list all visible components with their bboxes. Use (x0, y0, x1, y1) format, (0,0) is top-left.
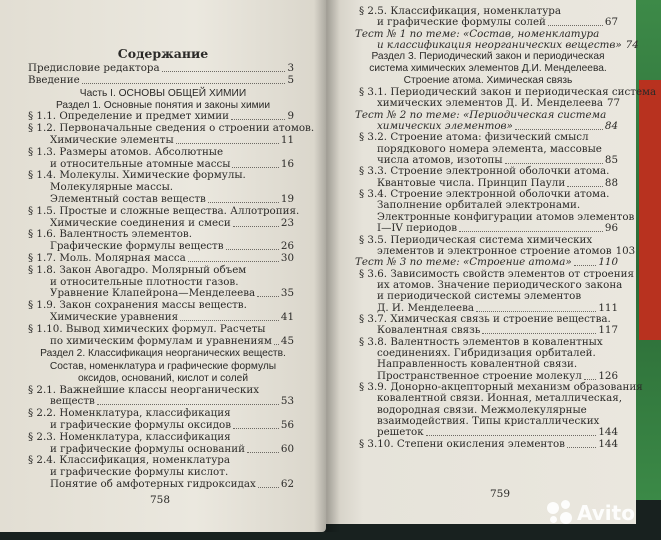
toc-entry-title: Элементный состав веществ (50, 193, 206, 205)
dot-leader (257, 296, 279, 297)
toc-heading: Раздел 3. Периодический закон и периодическая (371, 51, 605, 63)
toc-heading: оксидов, оснований, кислот и солей (77, 373, 249, 385)
toc-entry (377, 155, 618, 166)
toc-line: и графические формулы кислот. (50, 466, 229, 479)
toc-line: соединениях. Гибридизация орбиталей. (377, 347, 596, 359)
toc-line: § 2.4. Классификация, номенклатура (28, 454, 231, 467)
toc-page-number: 19 (280, 193, 294, 205)
dot-leader (476, 311, 596, 312)
dot-leader (233, 428, 279, 429)
toc-entry (28, 111, 294, 122)
toc-line: § 3.6. Зависимость свойств элементов от строения (359, 267, 634, 280)
dot-leader (208, 202, 279, 203)
toc-entry (377, 427, 618, 438)
toc-page-number: 16 (280, 157, 294, 170)
toc-entry-title: § 1.1. Определение и предмет химии (28, 110, 229, 123)
toc-entry (28, 63, 294, 74)
toc-entry-title: Пространственное строение молекул (377, 369, 582, 382)
toc-heading: Раздел 2. Классификация неорганических веществ. (40, 348, 286, 360)
toc-page-number: 3 (287, 62, 294, 74)
toc-entry (377, 325, 618, 336)
toc-entry-title: элементов и электронное строение атомов (377, 244, 612, 257)
toc-entry-title: § 1.7. Моль. Молярная масса (28, 252, 186, 264)
toc-line: § 1.4. Молекулы. Химические формулы. (28, 169, 246, 182)
toc-page-number: 84 (604, 120, 618, 132)
background-red (639, 80, 661, 340)
toc-line: и относительные плотности газов. (50, 275, 239, 288)
toc-entry (50, 159, 294, 170)
toc-line: Тест № 1 по теме: «Состав, номенклатура (355, 27, 600, 40)
toc-entry (377, 121, 618, 132)
toc-page-number: 111 (598, 301, 618, 314)
toc-entry-title: химических элементов Д. И. Менделеева (377, 97, 603, 110)
toc-line: Молекулярные массы. (50, 181, 174, 194)
avito-text: Avito (577, 501, 635, 525)
toc-line: § 2.1. Важнейшие классы неорганических (28, 383, 260, 396)
dot-leader (548, 25, 603, 26)
right-page (326, 0, 657, 524)
toc-entry (50, 420, 294, 431)
toc-page-number: 144 (598, 426, 618, 439)
toc-page-number: 41 (280, 311, 294, 323)
dot-leader (567, 186, 603, 187)
toc-entry-title: решеток (377, 426, 424, 439)
toc-entry (50, 194, 294, 205)
toc-page-number: 144 (598, 437, 618, 450)
toc-page-number: 74 (625, 39, 639, 52)
dot-leader (567, 447, 596, 448)
toc-page-number: 88 (604, 176, 618, 189)
toc-page-number: 60 (280, 442, 294, 455)
dot-leader (231, 119, 285, 120)
toc-entry (359, 439, 618, 450)
toc-page-number: 110 (598, 256, 618, 269)
book-gutter (314, 0, 340, 532)
toc-line: § 3.3. Строение электронной оболочки атома. (359, 165, 610, 178)
dot-leader (274, 344, 279, 345)
toc-line: § 2.3. Номенклатура, классификация (28, 430, 231, 443)
toc-entry (50, 312, 294, 323)
toc-line: § 3.4. Строение электронной оболочки атома. (359, 188, 610, 201)
toc-page-number: 85 (604, 154, 618, 167)
toc-page-number: 77 (606, 97, 621, 110)
toc-page-number: 30 (280, 252, 294, 264)
toc-entry-title: и классификация неорганических веществ» (377, 39, 622, 52)
toc-entry-title: Уравнение Клапейрона—Менделеева (50, 287, 256, 300)
toc-line: § 3.2. Строение атома: физический смысл (359, 131, 589, 144)
toc-entry-title: Тест № 3 по теме: «Строение атома» (355, 256, 572, 269)
toc-page-number: 23 (280, 216, 294, 229)
toc-entry-title: § 3.10. Степени окисления элементов (359, 437, 565, 450)
avito-logo-icon (547, 500, 573, 526)
dot-leader (482, 333, 596, 334)
toc-page-number: 96 (604, 222, 618, 235)
toc-line: § 1.6. Валентность элементов. (28, 228, 192, 241)
toc-entry-title: и относительные атомные массы (50, 157, 231, 170)
toc-entry (50, 241, 294, 252)
toc-line: Электронные конфигурации атомов элементов (377, 210, 635, 223)
toc-line: § 3.5. Периодическая система химических (359, 233, 593, 246)
dot-leader (232, 167, 278, 168)
dot-leader (505, 163, 603, 164)
toc-line: Тест № 2 по теме: «Периодическая система (355, 108, 607, 121)
dot-leader (82, 83, 286, 84)
toc-page-number: 126 (598, 369, 618, 382)
left-page-number: 758 (150, 494, 171, 506)
toc-line: § 2.5. Классификация, номенклатура (359, 5, 562, 17)
toc-entry-title: Введение (28, 73, 80, 86)
toc-page-number: 62 (280, 478, 294, 490)
toc-entry (50, 396, 294, 407)
toc-page-number: 45 (280, 334, 294, 347)
avito-watermark (547, 500, 635, 526)
right-page-number: 759 (490, 488, 511, 500)
toc-line: водородная связи. Межмолекулярные (377, 403, 587, 416)
toc-entry (28, 253, 294, 264)
toc-entry-title: Химические уравнения (50, 311, 179, 323)
toc-entry (50, 218, 294, 229)
toc-entry (377, 97, 621, 110)
dot-leader (515, 129, 603, 130)
toc-line: § 1.2. Первоначальные сведения о строении атомов. (28, 122, 315, 135)
dot-leader (233, 226, 279, 227)
dot-leader (574, 265, 597, 266)
toc-heading: Часть I. ОСНОВЫ ОБЩЕЙ ХИМИИ (79, 87, 247, 99)
dot-leader (426, 435, 597, 436)
toc-line: § 1.9. Закон сохранения массы веществ. (28, 299, 247, 312)
dot-leader (162, 71, 286, 72)
toc-entry (377, 39, 639, 52)
toc-line: Направленность ковалентной связи. (377, 358, 578, 371)
toc-entry (50, 288, 294, 299)
toc-line: ковалентной связи. Ионная, металлическая, (377, 392, 623, 405)
dot-leader (180, 320, 279, 321)
toc-entry-title: Квантовые числа. Принцип Паули (377, 176, 566, 189)
toc-line: взаимодействия. Типы кристаллических (377, 415, 600, 428)
toc-heading: система химических элементов Д.И. Менделеева. (369, 63, 607, 75)
toc-line: § 1.8. Закон Авогадро. Молярный объем (28, 263, 247, 276)
dot-leader (97, 404, 279, 405)
toc-entry-title: и графические формулы оснований (50, 442, 245, 455)
toc-line: порядкового номера элемента, массовые (377, 142, 602, 155)
toc-page-number: 35 (280, 287, 294, 300)
toc-entry-title: Химические элементы (50, 134, 174, 146)
toc-entry (377, 244, 636, 257)
toc-entry-title: Понятие об амфотерных гидроксидах (50, 478, 256, 490)
toc-entry-title: химических элементов» (377, 120, 513, 132)
toc-line: § 1.10. Вывод химических формул. Расчеты (28, 322, 266, 335)
dot-leader (247, 452, 279, 453)
toc-entry-title: и графические формулы солей (377, 16, 546, 29)
toc-entry-title: числа атомов, изотопы (377, 154, 503, 167)
toc-line: § 1.3. Размеры атомов. Абсолютные (28, 145, 224, 158)
toc-entry (377, 17, 618, 28)
toc-line: § 3.9. Донорно-акцепторный механизм образования (359, 381, 643, 394)
toc-entry (50, 135, 294, 146)
dot-leader (226, 249, 279, 250)
toc-entry (377, 223, 618, 234)
toc-page-number: 9 (287, 110, 294, 123)
toc-entry-title: Д. И. Менделеева (377, 301, 475, 314)
toc-page-number: 11 (280, 134, 294, 146)
toc-line: и периодической системы элементов (377, 290, 582, 303)
toc-heading: Раздел 1. Основные понятия и законы химии (55, 100, 271, 111)
toc-entry (377, 371, 618, 382)
toc-line: § 3.8. Валентность элементов в ковалентных (359, 335, 603, 348)
toc-entry-title: веществ (50, 395, 95, 408)
toc-entry (28, 75, 294, 86)
toc-page-number: 26 (280, 240, 294, 253)
toc-page-number: 5 (287, 73, 294, 86)
toc-page-number: 53 (280, 395, 294, 408)
toc-entry-title: по химическим формулам и уравнениям (50, 334, 272, 347)
toc-entry (50, 336, 294, 347)
toc-heading: Состав, номенклатура и графические формулы (49, 360, 277, 372)
dot-leader (258, 487, 279, 488)
toc-entry-title: Предисловие редактора (28, 62, 160, 74)
toc-entry-title: и графические формулы оксидов (50, 419, 232, 431)
toc-entry-title: Химические соединения и смеси (50, 216, 231, 229)
toc-page-number: 117 (598, 324, 618, 337)
toc-line: § 1.5. Простые и сложные вещества. Аллотропия. (28, 204, 300, 217)
toc-entry (50, 444, 294, 455)
toc-page-number: 56 (280, 419, 294, 431)
toc-line: их атомов. Значение периодического закона (377, 278, 623, 291)
toc-entry-title: Графические формулы веществ (50, 240, 224, 253)
toc-line: Заполнение орбиталей электронами. (377, 199, 581, 212)
toc-entry (50, 479, 294, 490)
dot-leader (459, 231, 603, 232)
contents-title: Содержание (117, 46, 209, 61)
dot-leader (584, 379, 597, 380)
left-page (0, 0, 326, 532)
toc-entry (355, 257, 618, 268)
dot-leader (176, 143, 279, 144)
toc-heading: Строение атома. Химическая связь (403, 75, 573, 87)
toc-line: § 3.7. Химическая связь и строение вещества. (359, 312, 611, 325)
toc-entry-title: Ковалентная связь (377, 324, 481, 337)
toc-page-number: 103 (615, 244, 636, 257)
dot-leader (188, 261, 279, 262)
toc-entry-title: I—IV периодов (377, 222, 458, 235)
toc-page-number: 67 (604, 16, 618, 29)
toc-entry (377, 303, 618, 314)
toc-entry (377, 178, 618, 189)
toc-line: § 3.1. Периодический закон и периодическая система (359, 85, 657, 98)
toc-line: § 2.2. Номенклатура, классификация (28, 407, 231, 420)
